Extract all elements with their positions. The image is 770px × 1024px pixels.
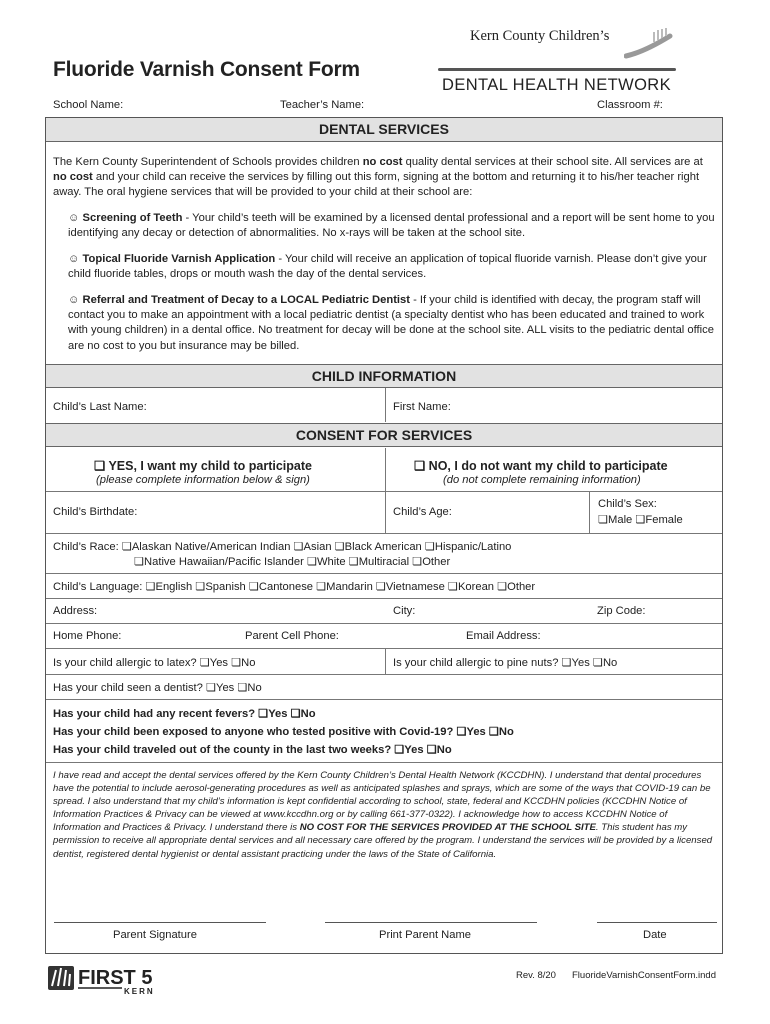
smile-icon: ☺: [68, 253, 80, 265]
divider: [46, 674, 722, 675]
first5-text: FIRST 5: [78, 967, 153, 989]
last-name-field[interactable]: Child’s Last Name:: [53, 401, 147, 413]
divider: [46, 648, 722, 649]
kccdhn-logo: [438, 24, 676, 96]
race-options-1[interactable]: Child’s Race: ❏Alaskan Native/American Indian ❏Asian ❏Black American ❏Hispanic/Latino: [53, 541, 512, 553]
revision-label: Rev. 8/20: [516, 970, 556, 981]
first-name-field[interactable]: First Name:: [393, 401, 451, 413]
race-options-2[interactable]: ❏Native Hawaiian/Pacific Islander ❏White ❏Multiracial ❏Other: [134, 556, 451, 568]
signature-line[interactable]: [54, 922, 266, 923]
dental-intro: The Kern County Superintendent of Schools provides children no cost quality dental services at their school site. All services are at no cost and your child can receive the services by filling out this form, signing at the bottom and returning it to his/her teacher right away. The oral hygiene services that will be provided to your child at their school are:: [53, 156, 703, 199]
date-line[interactable]: [597, 922, 717, 923]
no-checkbox[interactable]: ❏ NO, I do not want my child to participate: [414, 459, 668, 473]
language-options[interactable]: Child’s Language: ❏English ❏Spanish ❏Cantonese ❏Mandarin ❏Vietnamese ❏Korean ❏Other: [53, 581, 536, 593]
screening-item: ☺ Screening of Teeth - Your child’s teeth will be examined by a licensed dental professional and a report will be sent home to you identifying any decay or detection of abnormalities. No x-rays will be taken at the school site.: [68, 212, 715, 240]
zip-field[interactable]: Zip Code:: [597, 605, 646, 617]
parent-signature-label: Parent Signature: [113, 929, 197, 941]
divider: [46, 699, 722, 700]
first5-kern-logo: [48, 962, 158, 996]
cell-phone-field[interactable]: Parent Cell Phone:: [245, 630, 339, 642]
divider: [46, 762, 722, 763]
yes-subtext: (please complete information below & sign): [96, 474, 310, 486]
email-field[interactable]: Email Address:: [466, 630, 541, 642]
birthdate-field[interactable]: Child’s Birthdate:: [53, 506, 138, 518]
sex-label: Child’s Sex:: [598, 498, 657, 510]
pine-nut-question[interactable]: Is your child allergic to pine nuts? ❏Yes ❏No: [393, 657, 618, 669]
logo-bottom-text: DENTAL HEALTH NETWORK: [442, 76, 672, 94]
print-name-label: Print Parent Name: [379, 929, 472, 941]
date-label: Date: [643, 929, 667, 941]
toothbrush-icon: [624, 26, 674, 66]
divider: [589, 491, 590, 533]
yes-checkbox[interactable]: ❏ YES, I want my child to participate: [94, 459, 312, 473]
dentist-question[interactable]: Has your child seen a dentist? ❏Yes ❏No: [53, 682, 262, 694]
fever-question[interactable]: Has your child had any recent fevers? ❏Yes ❏No: [53, 708, 316, 720]
kern-text: KERN: [124, 987, 155, 996]
referral-item: ☺ Referral and Treatment of Decay to a LOCAL Pediatric Dentist - If your child is identified with decay, the program staff will contact you to make an appointment with a local pediatric dentist (a specialty dentist who has been educated and trained to work with young children) in a dental office. No treatment for decay will be done at the school site. ALL visits to the pediatric dental office are no cost to you but insurance may be billed.: [68, 294, 714, 352]
divider: [46, 623, 722, 624]
age-field[interactable]: Child’s Age:: [393, 506, 452, 518]
covid-question[interactable]: Has your child been exposed to anyone who tested positive with Covid-19? ❏Yes ❏No: [53, 726, 514, 738]
topical-item: ☺ Topical Fluoride Varnish Application - Your child will receive an application of topical fluoride varnish. Please don’t give your child fluoride tables, drops or mouth wash the day of the dental services.: [68, 253, 707, 281]
address-field[interactable]: Address:: [53, 605, 98, 617]
latex-question[interactable]: Is your child allergic to latex? ❏Yes ❏No: [53, 657, 256, 669]
city-field[interactable]: City:: [393, 605, 416, 617]
acknowledgement-text: I have read and accept the dental services offered by the Kern County Children’s Dental Health Network (KCCDHN). I understand that dental procedures have the potential to include aerosol-generating procedures as well as anticipated splashes and sprays, which are some of the ways that COVID-19 can be spread. I also understand that my child’s information is kept confidential according to school, state, federal and KCCDHN policies (KCCDHN Notice of Information Practices & Privacy can be viewed at www.kccdhn.org or by calling 661-377-0322). I acknowledge how to access KCCDHN Notice of Information and Practices & Privacy. I understand there is NO COST FOR THE SERVICES PROVIDED AT THE SCHOOL SITE. This student has my permission to receive all appropriate dental services and all necessary care offered by the program. I understand the services will be provided by a licensed dentist, registered dental hygienist or dental assistant practicing under the laws of the State of California.: [53, 770, 713, 860]
divider: [46, 573, 722, 574]
dental-services-heading: DENTAL SERVICES: [46, 118, 722, 142]
consent-heading: CONSENT FOR SERVICES: [46, 423, 722, 447]
child-info-heading: CHILD INFORMATION: [46, 364, 722, 388]
logo-divider: [438, 68, 676, 71]
print-name-line[interactable]: [325, 922, 537, 923]
form-title: Fluoride Varnish Consent Form: [53, 58, 360, 81]
travel-question[interactable]: Has your child traveled out of the county in the last two weeks? ❏Yes ❏No: [53, 744, 452, 756]
divider: [385, 388, 386, 422]
divider: [385, 648, 386, 674]
smile-icon: ☺: [68, 294, 80, 306]
classroom-label[interactable]: Classroom #:: [597, 99, 663, 111]
logo-top-text: Kern County Children’s: [470, 28, 610, 44]
no-subtext: (do not complete remaining information): [443, 474, 641, 486]
divider: [46, 533, 722, 534]
sex-options[interactable]: ❏Male ❏Female: [598, 514, 683, 526]
divider: [46, 598, 722, 599]
form-box: [45, 117, 723, 954]
divider: [385, 448, 386, 492]
filename-label: FluorideVarnishConsentForm.indd: [572, 970, 716, 981]
divider: [385, 491, 386, 533]
divider: [46, 491, 722, 492]
school-name-label[interactable]: School Name:: [53, 99, 124, 111]
smile-icon: ☺: [68, 212, 80, 224]
teacher-name-label[interactable]: Teacher’s Name:: [280, 99, 365, 111]
home-phone-field[interactable]: Home Phone:: [53, 630, 122, 642]
